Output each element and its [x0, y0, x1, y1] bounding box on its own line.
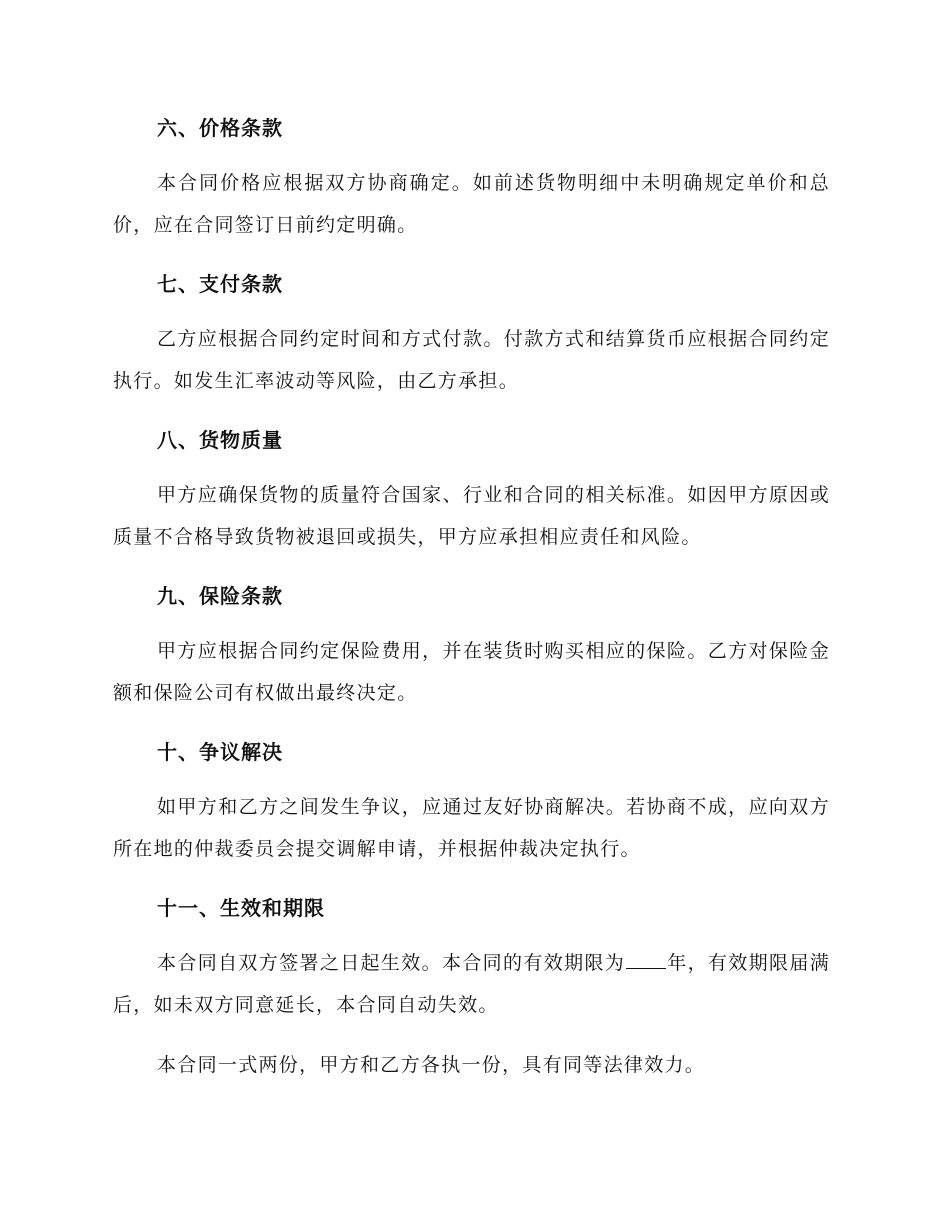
document-page — [113, 108, 830, 1104]
section-heading: 十一、生效和期限 — [157, 896, 325, 920]
section-heading: 九、保险条款 — [157, 584, 283, 608]
term-text-before-blank: 本合同自双方签署之日起生效。本合同的有效期限为 — [157, 952, 626, 974]
section-paragraph: 如甲方和乙方之间发生争议，应通过友好协商解决。若协商不成，应向双方所在地的仲裁委员会提交调解申请，并根据仲裁决定执行。 — [113, 796, 830, 860]
term-text-after-blank: 年，有效期限届满后，如未双方同意延长，本合同自动失效。 — [113, 952, 830, 1016]
section-paragraph: 甲方应根据合同约定保险费用，并在装货时购买相应的保险。乙方对保险金额和保险公司有权做出最终决定。 — [113, 640, 830, 704]
section-insurance-terms — [113, 576, 830, 714]
section-heading: 六、价格条款 — [157, 116, 283, 140]
term-years-blank — [626, 950, 666, 969]
section-effect-and-term — [113, 888, 830, 1086]
section-paragraph: 甲方应确保货物的质量符合国家、行业和合同的相关标准。如因甲方原因或质量不合格导致货物被退回或损失，甲方应承担相应责任和风险。 — [113, 484, 830, 548]
section-heading: 七、支付条款 — [157, 272, 283, 296]
section-price-terms — [113, 108, 830, 246]
section-goods-quality — [113, 420, 830, 558]
section-payment-terms — [113, 264, 830, 402]
section-heading: 八、货物质量 — [157, 428, 283, 452]
section-paragraph: 本合同价格应根据双方协商确定。如前述货物明细中未明确规定单价和总价，应在合同签订日前约定明确。 — [113, 172, 830, 236]
term-paragraph — [113, 942, 830, 1026]
section-dispute-resolution — [113, 732, 830, 870]
closing-paragraph: 本合同一式两份，甲方和乙方各执一份，具有同等法律效力。 — [157, 1054, 706, 1076]
section-heading: 十、争议解决 — [157, 740, 283, 764]
section-paragraph: 乙方应根据合同约定时间和方式付款。付款方式和结算货币应根据合同约定执行。如发生汇率波动等风险，由乙方承担。 — [113, 328, 830, 392]
